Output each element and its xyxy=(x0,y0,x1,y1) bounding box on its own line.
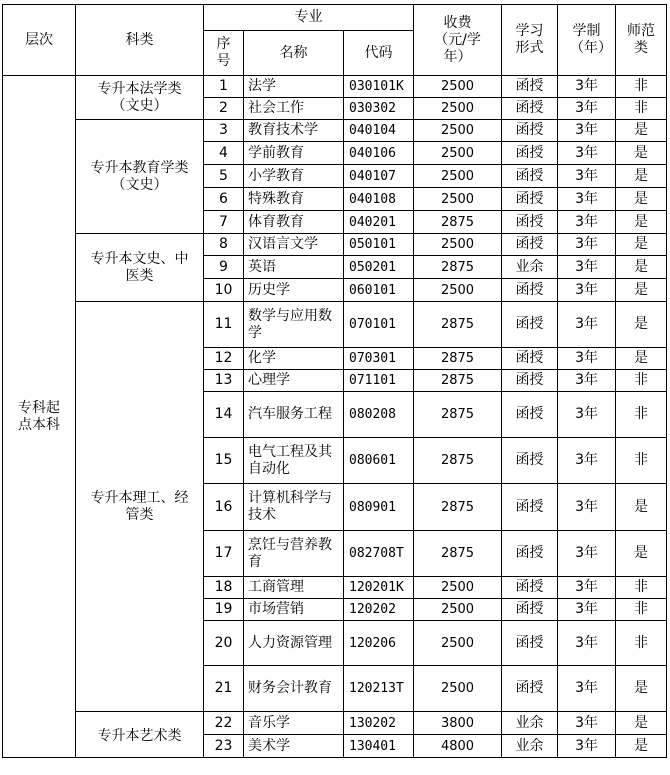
table-row xyxy=(3,120,667,142)
table-row xyxy=(3,712,667,735)
normal-cell: 是 xyxy=(616,165,667,188)
study-form-cell: 函授 xyxy=(502,279,558,302)
header-code: 代码 xyxy=(344,31,414,76)
fee-cell: 2500 xyxy=(414,577,502,599)
normal-cell: 是 xyxy=(616,484,667,531)
code-cell: 060101 xyxy=(344,279,414,302)
code-cell: 040107 xyxy=(344,165,414,188)
programs-table xyxy=(2,4,667,758)
name-cell: 烹饪与营养教育 xyxy=(244,531,344,577)
code-cell: 040106 xyxy=(344,142,414,165)
seq-cell: 9 xyxy=(204,256,244,279)
fee-cell: 2875 xyxy=(414,438,502,484)
normal-cell: 是 xyxy=(616,735,667,758)
seq-cell: 15 xyxy=(204,438,244,484)
duration-cell: 3年 xyxy=(558,735,616,758)
name-cell: 工商管理 xyxy=(244,577,344,599)
fee-cell: 2500 xyxy=(414,666,502,712)
normal-cell: 是 xyxy=(616,142,667,165)
code-cell: 040108 xyxy=(344,188,414,211)
seq-cell: 17 xyxy=(204,531,244,577)
study-form-cell: 函授 xyxy=(502,98,558,120)
header-name: 名称 xyxy=(244,31,344,76)
study-form-cell: 函授 xyxy=(502,234,558,256)
fee-cell: 2500 xyxy=(414,120,502,142)
seq-cell: 19 xyxy=(204,599,244,621)
duration-cell: 3年 xyxy=(558,211,616,234)
table-row xyxy=(3,234,667,256)
header-duration: 学制（年） xyxy=(558,5,616,76)
duration-cell: 3年 xyxy=(558,279,616,302)
duration-cell: 3年 xyxy=(558,188,616,211)
normal-cell: 非 xyxy=(616,98,667,120)
fee-cell: 2500 xyxy=(414,142,502,165)
study-form-cell: 函授 xyxy=(502,120,558,142)
duration-cell: 3年 xyxy=(558,165,616,188)
code-cell: 120206 xyxy=(344,621,414,666)
category-cell: 专升本理工、经管类 xyxy=(76,302,204,712)
study-form-cell: 函授 xyxy=(502,211,558,234)
study-form-cell: 函授 xyxy=(502,531,558,577)
normal-cell: 非 xyxy=(616,621,667,666)
name-cell: 法学 xyxy=(244,76,344,98)
category-cell: 专升本艺术类 xyxy=(76,712,204,758)
seq-cell: 21 xyxy=(204,666,244,712)
seq-cell: 14 xyxy=(204,392,244,438)
code-cell: 070101 xyxy=(344,302,414,348)
code-cell: 080601 xyxy=(344,438,414,484)
name-cell: 音乐学 xyxy=(244,712,344,735)
normal-cell: 是 xyxy=(616,302,667,348)
fee-cell: 2500 xyxy=(414,76,502,98)
name-cell: 汽车服务工程 xyxy=(244,392,344,438)
code-cell: 120213T xyxy=(344,666,414,712)
level-cell: 专科起点本科 xyxy=(3,76,76,758)
seq-cell: 23 xyxy=(204,735,244,758)
study-form-cell: 函授 xyxy=(502,392,558,438)
duration-cell: 3年 xyxy=(558,234,616,256)
duration-cell: 3年 xyxy=(558,348,616,370)
code-cell: 082708T xyxy=(344,531,414,577)
code-cell: 050201 xyxy=(344,256,414,279)
code-cell: 071101 xyxy=(344,370,414,392)
name-cell: 英语 xyxy=(244,256,344,279)
header-study-form: 学习形式 xyxy=(502,5,558,76)
name-cell: 心理学 xyxy=(244,370,344,392)
normal-cell: 非 xyxy=(616,370,667,392)
header-category: 科类 xyxy=(76,5,204,76)
fee-cell: 2875 xyxy=(414,348,502,370)
study-form-cell: 函授 xyxy=(502,599,558,621)
header-level: 层次 xyxy=(3,5,76,76)
duration-cell: 3年 xyxy=(558,76,616,98)
fee-cell: 2500 xyxy=(414,279,502,302)
name-cell: 特殊教育 xyxy=(244,188,344,211)
normal-cell: 是 xyxy=(616,120,667,142)
seq-cell: 11 xyxy=(204,302,244,348)
header-fee: 收费（元/学年） xyxy=(414,5,502,76)
seq-cell: 6 xyxy=(204,188,244,211)
seq-cell: 18 xyxy=(204,577,244,599)
name-cell: 汉语言文学 xyxy=(244,234,344,256)
duration-cell: 3年 xyxy=(558,712,616,735)
study-form-cell: 函授 xyxy=(502,76,558,98)
study-form-cell: 函授 xyxy=(502,621,558,666)
seq-cell: 16 xyxy=(204,484,244,531)
study-form-cell: 函授 xyxy=(502,188,558,211)
fee-cell: 2500 xyxy=(414,621,502,666)
seq-cell: 12 xyxy=(204,348,244,370)
normal-cell: 是 xyxy=(616,531,667,577)
name-cell: 化学 xyxy=(244,348,344,370)
name-cell: 美术学 xyxy=(244,735,344,758)
category-cell: 专升本法学类（文史） xyxy=(76,76,204,120)
duration-cell: 3年 xyxy=(558,370,616,392)
code-cell: 050101 xyxy=(344,234,414,256)
normal-cell: 非 xyxy=(616,438,667,484)
code-cell: 120202 xyxy=(344,599,414,621)
duration-cell: 3年 xyxy=(558,302,616,348)
duration-cell: 3年 xyxy=(558,531,616,577)
seq-cell: 8 xyxy=(204,234,244,256)
category-cell: 专升本教育学类（文史） xyxy=(76,120,204,234)
code-cell: 070301 xyxy=(344,348,414,370)
duration-cell: 3年 xyxy=(558,142,616,165)
study-form-cell: 函授 xyxy=(502,666,558,712)
study-form-cell: 业余 xyxy=(502,735,558,758)
seq-cell: 1 xyxy=(204,76,244,98)
code-cell: 080208 xyxy=(344,392,414,438)
duration-cell: 3年 xyxy=(558,256,616,279)
code-cell: 130202 xyxy=(344,712,414,735)
normal-cell: 是 xyxy=(616,256,667,279)
name-cell: 数学与应用数学 xyxy=(244,302,344,348)
fee-cell: 2875 xyxy=(414,256,502,279)
name-cell: 计算机科学与技术 xyxy=(244,484,344,531)
duration-cell: 3年 xyxy=(558,484,616,531)
seq-cell: 4 xyxy=(204,142,244,165)
seq-cell: 22 xyxy=(204,712,244,735)
normal-cell: 是 xyxy=(616,188,667,211)
study-form-cell: 函授 xyxy=(502,484,558,531)
fee-cell: 2500 xyxy=(414,234,502,256)
code-cell: 130401 xyxy=(344,735,414,758)
study-form-cell: 函授 xyxy=(502,577,558,599)
study-form-cell: 业余 xyxy=(502,712,558,735)
name-cell: 历史学 xyxy=(244,279,344,302)
code-cell: 030101K xyxy=(344,76,414,98)
normal-cell: 是 xyxy=(616,211,667,234)
code-cell: 030302 xyxy=(344,98,414,120)
duration-cell: 3年 xyxy=(558,621,616,666)
seq-cell: 20 xyxy=(204,621,244,666)
fee-cell: 2500 xyxy=(414,98,502,120)
name-cell: 电气工程及其自动化 xyxy=(244,438,344,484)
seq-cell: 5 xyxy=(204,165,244,188)
study-form-cell: 函授 xyxy=(502,348,558,370)
normal-cell: 非 xyxy=(616,599,667,621)
table-row xyxy=(3,302,667,348)
seq-cell: 3 xyxy=(204,120,244,142)
study-form-cell: 函授 xyxy=(502,370,558,392)
duration-cell: 3年 xyxy=(558,599,616,621)
category-cell: 专升本文史、中医类 xyxy=(76,234,204,302)
normal-cell: 是 xyxy=(616,712,667,735)
name-cell: 学前教育 xyxy=(244,142,344,165)
study-form-cell: 业余 xyxy=(502,256,558,279)
study-form-cell: 函授 xyxy=(502,302,558,348)
header-normal: 师范类 xyxy=(616,5,667,76)
name-cell: 财务会计教育 xyxy=(244,666,344,712)
fee-cell: 2500 xyxy=(414,165,502,188)
code-cell: 080901 xyxy=(344,484,414,531)
code-cell: 120201K xyxy=(344,577,414,599)
fee-cell: 2875 xyxy=(414,531,502,577)
normal-cell: 是 xyxy=(616,348,667,370)
duration-cell: 3年 xyxy=(558,438,616,484)
study-form-cell: 函授 xyxy=(502,438,558,484)
fee-cell: 2875 xyxy=(414,370,502,392)
fee-cell: 2875 xyxy=(414,302,502,348)
name-cell: 人力资源管理 xyxy=(244,621,344,666)
fee-cell: 2875 xyxy=(414,211,502,234)
normal-cell: 非 xyxy=(616,577,667,599)
fee-cell: 2500 xyxy=(414,188,502,211)
seq-cell: 13 xyxy=(204,370,244,392)
duration-cell: 3年 xyxy=(558,392,616,438)
duration-cell: 3年 xyxy=(558,120,616,142)
header-seq: 序号 xyxy=(204,31,244,76)
normal-cell: 是 xyxy=(616,234,667,256)
name-cell: 教育技术学 xyxy=(244,120,344,142)
name-cell: 体育教育 xyxy=(244,211,344,234)
code-cell: 040104 xyxy=(344,120,414,142)
study-form-cell: 函授 xyxy=(502,142,558,165)
seq-cell: 2 xyxy=(204,98,244,120)
fee-cell: 2500 xyxy=(414,599,502,621)
fee-cell: 2875 xyxy=(414,484,502,531)
seq-cell: 10 xyxy=(204,279,244,302)
study-form-cell: 函授 xyxy=(502,165,558,188)
code-cell: 040201 xyxy=(344,211,414,234)
duration-cell: 3年 xyxy=(558,577,616,599)
table-row xyxy=(3,76,667,98)
normal-cell: 是 xyxy=(616,279,667,302)
name-cell: 社会工作 xyxy=(244,98,344,120)
normal-cell: 非 xyxy=(616,76,667,98)
fee-cell: 2875 xyxy=(414,392,502,438)
normal-cell: 非 xyxy=(616,392,667,438)
header-major: 专业 xyxy=(204,5,414,31)
normal-cell: 是 xyxy=(616,666,667,712)
duration-cell: 3年 xyxy=(558,666,616,712)
duration-cell: 3年 xyxy=(558,98,616,120)
seq-cell: 7 xyxy=(204,211,244,234)
name-cell: 市场营销 xyxy=(244,599,344,621)
name-cell: 小学教育 xyxy=(244,165,344,188)
fee-cell: 3800 xyxy=(414,712,502,735)
fee-cell: 4800 xyxy=(414,735,502,758)
